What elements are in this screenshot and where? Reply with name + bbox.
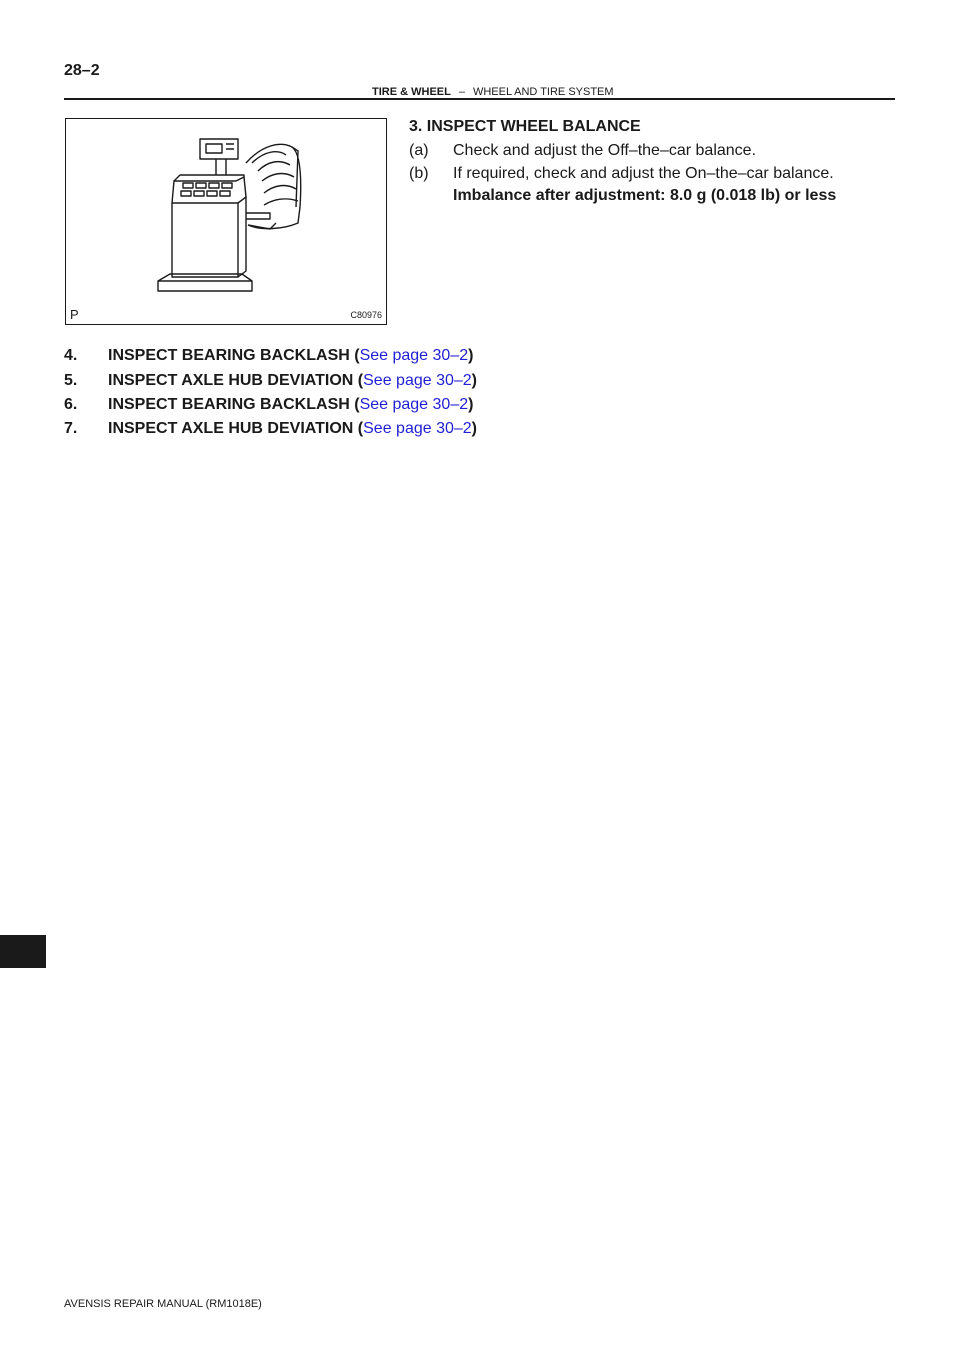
header-rule xyxy=(64,98,895,100)
step-7-page-link[interactable]: See page 30–2 xyxy=(363,420,472,437)
step-5-number: 5. xyxy=(64,372,78,389)
header-section: TIRE & WHEEL xyxy=(372,86,451,98)
step-5-close: ) xyxy=(471,372,477,389)
figure-code: C80976 xyxy=(350,310,382,320)
step-7-close: ) xyxy=(471,420,477,437)
step-4-number: 4. xyxy=(64,347,78,364)
step-6-text: INSPECT BEARING BACKLASH ( xyxy=(108,396,360,413)
page-number: 28–2 xyxy=(64,62,100,79)
step-7-number: 7. xyxy=(64,420,78,437)
step-3b xyxy=(409,162,834,185)
step-6-number: 6. xyxy=(64,396,78,413)
section-tab-marker xyxy=(0,935,46,968)
step-3b-text: If required, check and adjust the On–the–car balance. xyxy=(453,165,834,182)
wheel-balancer-illustration xyxy=(66,119,386,324)
step-5-page-link[interactable]: See page 30–2 xyxy=(363,372,472,389)
step-3-title: 3. INSPECT WHEEL BALANCE xyxy=(409,118,641,135)
step-4-close: ) xyxy=(468,347,474,364)
step-5-text: INSPECT AXLE HUB DEVIATION ( xyxy=(108,372,364,389)
step-4-text: INSPECT BEARING BACKLASH ( xyxy=(108,347,360,364)
step-4 xyxy=(64,344,473,367)
header-separator: – xyxy=(458,86,465,98)
step-3a-text: Check and adjust the Off–the–car balance. xyxy=(453,142,757,159)
step-6-close: ) xyxy=(468,396,474,413)
wheel-balancer-figure xyxy=(65,118,387,325)
step-6 xyxy=(64,393,473,416)
footer-manual-title: AVENSIS REPAIR MANUAL (RM1018E) xyxy=(64,1298,262,1310)
step-5 xyxy=(64,369,477,392)
step-3b-letter: (b) xyxy=(409,165,429,182)
step-4-page-link[interactable]: See page 30–2 xyxy=(359,347,469,364)
imbalance-spec: Imbalance after adjustment: 8.0 g (0.018 lb) or less xyxy=(453,187,837,204)
step-7-text: INSPECT AXLE HUB DEVIATION ( xyxy=(108,420,364,437)
step-7 xyxy=(64,417,477,440)
header-subsection: WHEEL AND TIRE SYSTEM xyxy=(472,86,614,98)
step-6-page-link[interactable]: See page 30–2 xyxy=(359,396,469,413)
running-header xyxy=(372,86,614,98)
step-3a-letter: (a) xyxy=(409,142,429,159)
step-3a xyxy=(409,139,756,162)
figure-corner-mark: P xyxy=(70,307,79,322)
